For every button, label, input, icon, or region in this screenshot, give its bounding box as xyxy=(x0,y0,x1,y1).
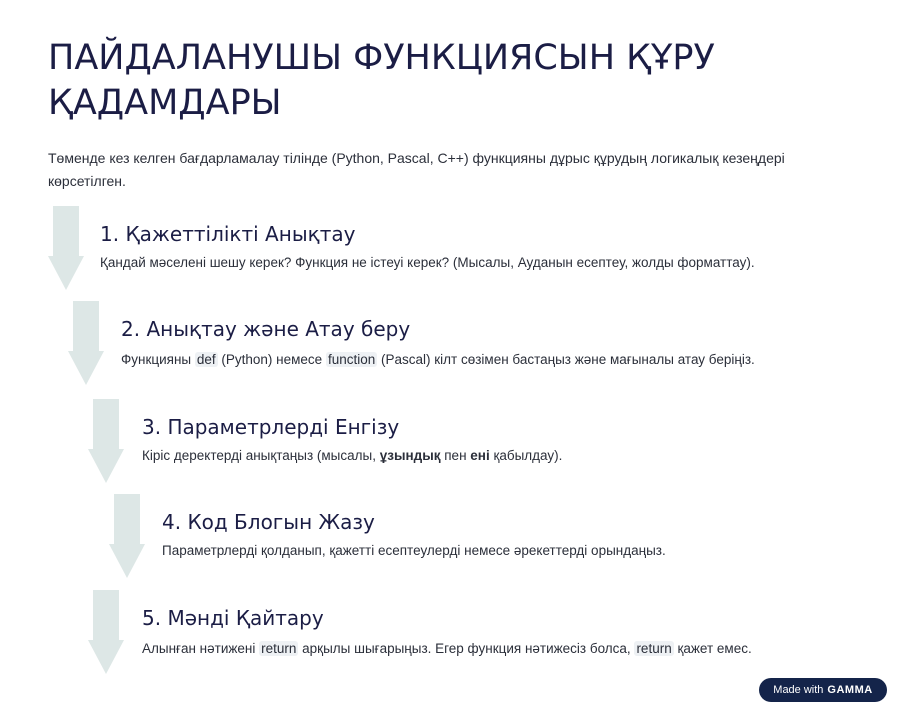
step-3-title: 3. Параметрлерді Енгізу xyxy=(142,415,400,439)
step-1-description: Қандай мәселені шешу керек? Функция не істеуі керек? (Мысалы, Ауданын есептеу, жолды форматтау). xyxy=(100,255,755,270)
page-title-line-1: ПАЙДАЛАНУШЫ ФУНКЦИЯСЫН ҚҰРУ xyxy=(48,38,715,78)
code-keyword-def: def xyxy=(196,352,216,367)
bold-term-length: ұзындық xyxy=(379,448,441,463)
badge-made-with-label: Made with xyxy=(773,684,824,696)
code-keyword-function: function xyxy=(327,352,376,367)
step-2-title: 2. Анықтау және Атау беру xyxy=(121,317,411,341)
page-title-line-2: ҚАДАМДАРЫ xyxy=(48,83,282,123)
step-5-title: 5. Мәнді Қайтару xyxy=(142,606,324,630)
down-arrow-icon xyxy=(88,399,124,483)
down-arrow-icon xyxy=(48,206,84,290)
step-5-description: Алынған нәтижені return арқылы шығарыңыз. Егер функция нәтижесіз болса, return қажет емес. xyxy=(142,641,752,656)
gamma-logo: GAMMA xyxy=(827,684,873,696)
step-3-description: Кіріс деректерді анықтаңыз (мысалы, ұзындық пен ені қабылдау). xyxy=(142,448,563,463)
down-arrow-icon xyxy=(88,590,124,674)
down-arrow-icon xyxy=(68,301,104,385)
code-keyword-return: return xyxy=(261,641,297,656)
down-arrow-icon xyxy=(109,494,145,578)
intro-text: Төменде кез келген бағдарламалау тілінде (Python, Pascal, C++) функцияны дұрыс құрудың логикалық кезеңдері көрсетілген. xyxy=(48,150,785,189)
made-with-gamma-badge[interactable] xyxy=(759,678,887,702)
step-4-title: 4. Код Блогын Жазу xyxy=(162,510,375,534)
step-1-title: 1. Қажеттілікті Анықтау xyxy=(100,222,356,246)
page-title xyxy=(48,36,868,126)
step-2-description: Функцияны def (Python) немесе function (Pascal) кілт сөзімен бастаңыз және мағыналы атау беріңіз. xyxy=(121,352,755,367)
bold-term-width: ені xyxy=(470,448,490,463)
code-keyword-return: return xyxy=(636,641,672,656)
step-4-description: Параметрлерді қолданып, қажетті есептеулерді немесе әрекеттерді орындаңыз. xyxy=(162,543,666,558)
